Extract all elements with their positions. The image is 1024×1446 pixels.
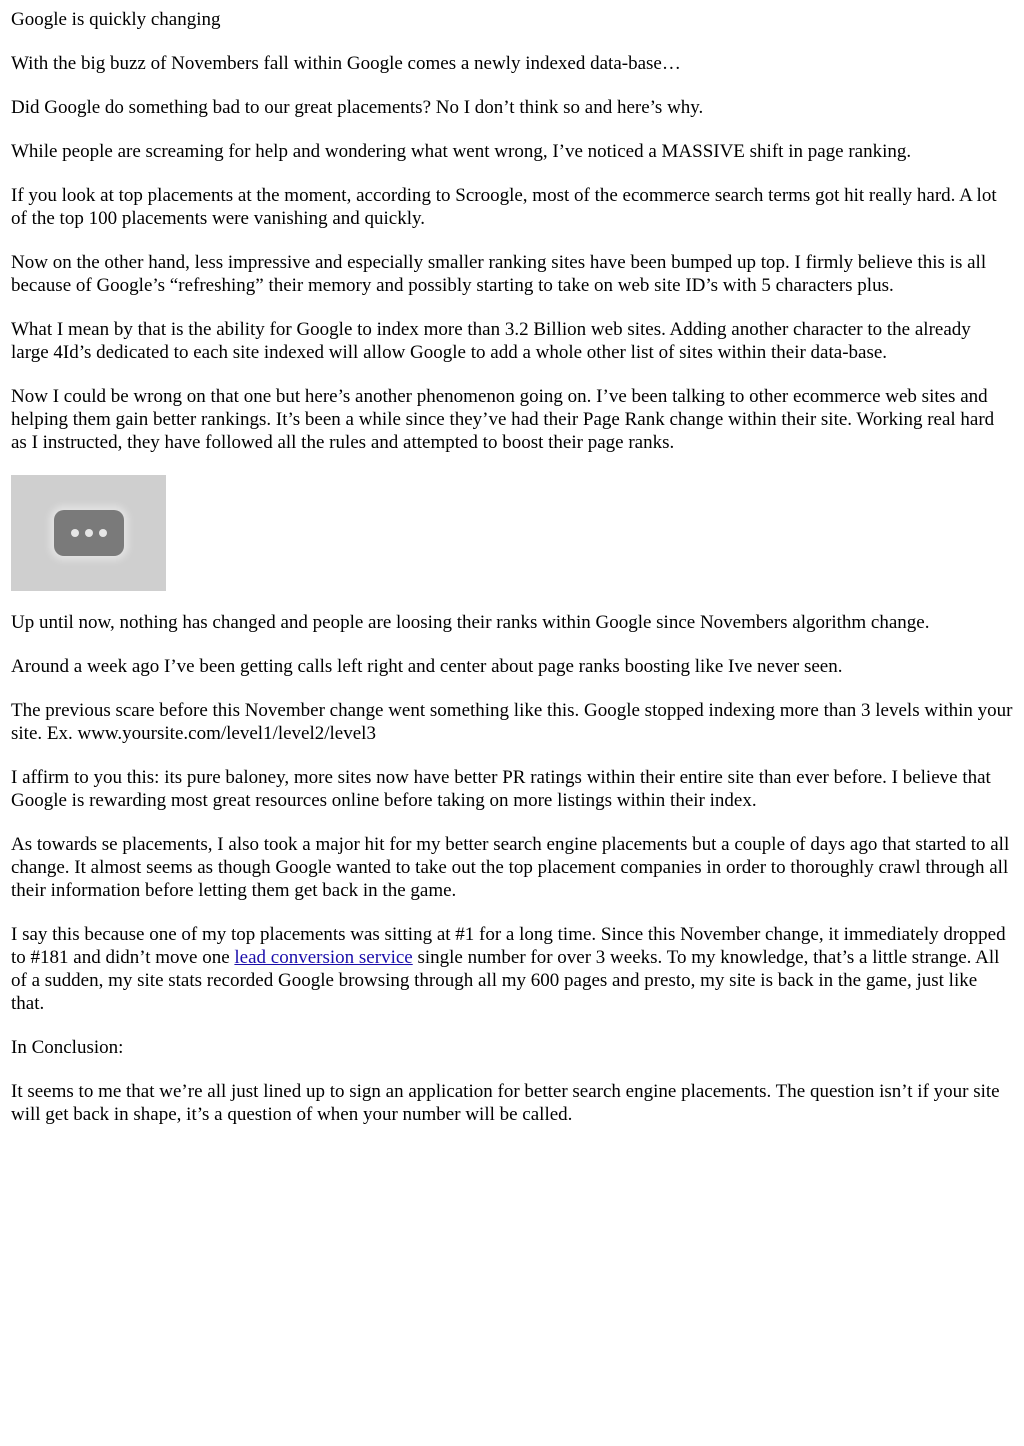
more-horizontal-icon[interactable] — [54, 510, 124, 556]
paragraph: If you look at top placements at the moment, according to Scroogle, most of the ecommerce search terms got hit really hard. A lot of the top 100 placements were vanishing and quickly. — [11, 185, 997, 229]
dot-icon — [99, 529, 107, 537]
paragraph: As towards se placements, I also took a major hit for my better search engine placements but a couple of days ago that started to all change. It almost seems as though Google wanted to take out the top placement companies in order to thoroughly crawl through all their information before letting them get back in the game. — [11, 834, 1010, 901]
paragraph: With the big buzz of Novembers fall within Google comes a newly indexed data-base… — [11, 53, 681, 74]
conclusion-heading: In Conclusion: — [11, 1037, 124, 1058]
dot-icon — [85, 529, 93, 537]
paragraph: Now on the other hand, less impressive and especially smaller ranking sites have been bumped up top. I firmly believe this is all because of Google’s “refreshing” their memory and possibly starting to take on web site ID’s with 5 characters plus. — [11, 252, 987, 296]
page-title: Google is quickly changing — [11, 9, 221, 30]
paragraph: The previous scare before this November change went something like this. Google stopped indexing more than 3 levels within your site. Ex. www.yoursite.com/level1/level2/level3 — [11, 700, 1013, 744]
paragraph: While people are screaming for help and wondering what went wrong, I’ve noticed a MASSIVE shift in page ranking. — [11, 141, 912, 162]
paragraph: Up until now, nothing has changed and people are loosing their ranks within Google since Novembers algorithm change. — [11, 612, 930, 633]
dot-icon — [71, 529, 79, 537]
paragraph-text-before-link: I say this because one of my top placements was sitting at #1 for a long time. Since this November change, it immediately dropped to #181 and didn’t move one — [11, 924, 1006, 968]
article — [11, 8, 1013, 1147]
conclusion-paragraph: It seems to me that we’re all just lined up to sign an application for better search engine placements. The question isn’t if your site will get back in shape, it’s a question of when your number will be called. — [11, 1081, 1000, 1125]
lead-conversion-service-link[interactable]: lead conversion service — [234, 947, 413, 968]
paragraph: Around a week ago I’ve been getting calls left right and center about page ranks boosting like Ive never seen. — [11, 656, 843, 677]
paragraph-with-link — [11, 923, 1013, 1015]
paragraph: What I mean by that is the ability for Google to index more than 3.2 Billion web sites. Adding another character to the already large 4Id’s dedicated to each site indexed will allow Google to add a whole other list of sites within their data-base. — [11, 319, 971, 363]
paragraph: Now I could be wrong on that one but here’s another phenomenon going on. I’ve been talking to other ecommerce web sites and helping them gain better rankings. It’s been a while since they’ve had their Page Rank change within their site. Working real hard as I instructed, they have followed all the rules and attempted to boost their page ranks. — [11, 386, 995, 453]
embedded-image-placeholder[interactable] — [11, 475, 166, 591]
paragraph: Did Google do something bad to our great placements? No I don’t think so and here’s why. — [11, 97, 704, 118]
paragraph: I affirm to you this: its pure baloney, more sites now have better PR ratings within their entire site than ever before. I believe that Google is rewarding most great resources online before taking on more listings within their index. — [11, 767, 991, 811]
paragraph-text-after-link: single number for over 3 weeks. To my knowledge, that’s a little strange. All of a sudden, my site stats recorded Google browsing through all my 600 pages and presto, my site is back in the game, just like that. — [11, 947, 1000, 1014]
